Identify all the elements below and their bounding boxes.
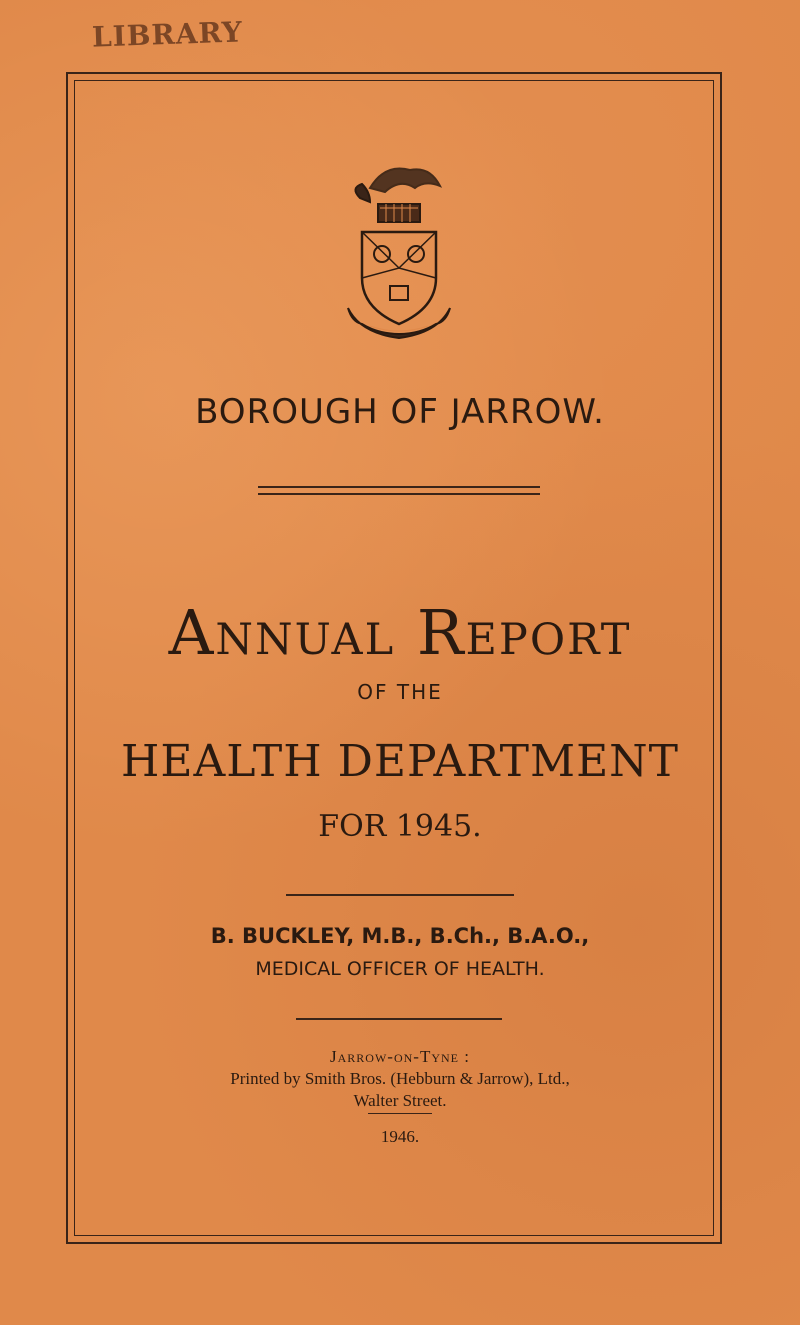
officer-name: B. BUCKLEY, M.B., B.Ch., B.A.O., [210,924,590,948]
printer-name: Printed by Smith Bros. (Hebburn & Jarrow), Ltd., [230,1069,570,1088]
borough-title: BOROUGH OF JARROW. [195,392,605,432]
divider-rule-2 [296,1018,502,1020]
double-rule-bottom [258,493,540,495]
divider-rule-1 [286,894,514,896]
report-year: FOR 1945. [318,809,482,844]
of-the-label: OF THE [357,680,443,704]
divider-rule-3 [368,1113,432,1114]
department-title: HEALTH DEPARTMENT [120,736,680,787]
printer-street: Walter Street. [353,1091,447,1110]
double-rule-top [258,486,540,488]
library-stamp: LIBRARY [91,15,244,54]
borough-coat-of-arms-icon [340,158,458,348]
report-title: Annual Report [168,596,632,669]
officer-title: MEDICAL OFFICER OF HEALTH. [255,958,545,980]
printer-place: Jarrow-on-Tyne : [330,1047,470,1066]
publication-year: 1946. [380,1127,420,1146]
